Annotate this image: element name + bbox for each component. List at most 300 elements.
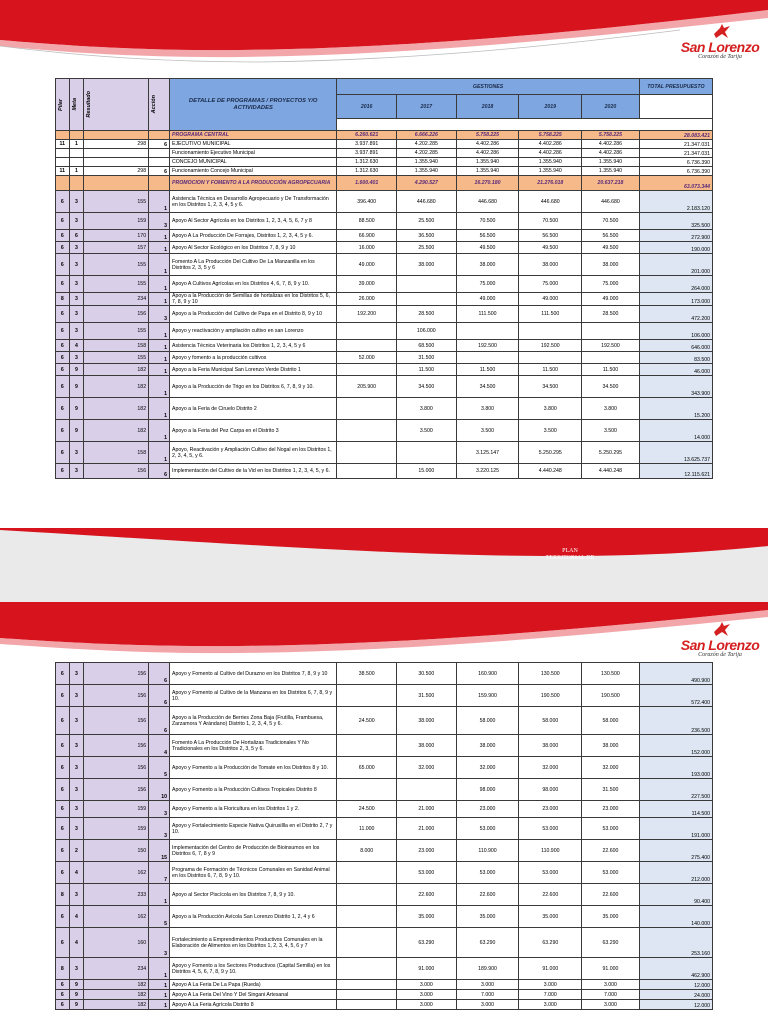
table-row — [56, 707, 713, 735]
total-blank — [639, 95, 712, 119]
total-value: 140.000 — [639, 906, 712, 928]
year-value — [337, 1000, 397, 1010]
resultado-cell: 170 — [84, 230, 149, 242]
year-value — [337, 990, 397, 1000]
header-banner-2 — [0, 602, 768, 662]
table-row — [56, 149, 713, 158]
accion-cell: 1 — [149, 293, 170, 306]
san-lorenzo-logo-2 — [680, 620, 760, 664]
resultado-cell: 182 — [84, 364, 149, 376]
pilar-cell: 6 — [56, 980, 70, 990]
total-value: 201.000 — [639, 254, 712, 276]
meta-cell: 3 — [69, 442, 84, 464]
table-row — [56, 862, 713, 884]
accion-cell: 5 — [149, 757, 170, 779]
description-cell: Apoyo a la Feria Municipal San Lorenzo Verde Distrito 1 — [170, 364, 337, 376]
description-cell: Apoyo al Sector Piscícola en los Distritos 7, 8, 9 y 10. — [170, 884, 337, 906]
year-value: 1.355.940 — [582, 167, 640, 176]
accion-cell: 1 — [149, 352, 170, 364]
pilar-cell: 6 — [56, 398, 70, 420]
year-value: 38.000 — [519, 735, 582, 757]
year-value: 5.758.225 — [456, 131, 519, 140]
year-value: 190.500 — [582, 685, 640, 707]
description-cell: Apoyo Al Sector Agrícola en los Distritos 1, 2, 3, 4, 5, 6, 7 y 8 — [170, 213, 337, 230]
year-value: 75.000 — [456, 276, 519, 293]
resultado-cell: 182 — [84, 980, 149, 990]
year-value: 70.500 — [456, 213, 519, 230]
year-value: 4.402.286 — [519, 149, 582, 158]
resultado-cell: 158 — [84, 442, 149, 464]
header-detail: DETALLE DE PROGRAMAS / PROYECTOS Y/O ACTIVIDADES — [170, 79, 337, 131]
table-row — [56, 442, 713, 464]
year-value — [456, 352, 519, 364]
description-cell: Asistencia Técnica en Desarrollo Agropecuario y De Transformación en los Distritos 1, 2, 3, 4, 5 y 6. — [170, 191, 337, 213]
code-cell — [56, 131, 70, 140]
year-value: 446.680 — [519, 191, 582, 213]
description-cell: Apoyo, Reactivación y Ampliación Cultivo del Nogal en los Distritos 1, 2, 3, 4, 5, y 6. — [170, 442, 337, 464]
total-value: 264.000 — [639, 276, 712, 293]
description-cell: Apoyo a la Feria del Pez Carpa en el Distrito 3 — [170, 420, 337, 442]
pilar-cell: 6 — [56, 364, 70, 376]
year-value — [337, 779, 397, 801]
description-cell: Funcionamiento Concejo Municipal — [170, 167, 337, 176]
accion-cell: 1 — [149, 276, 170, 293]
accion-cell: 1 — [149, 958, 170, 980]
description-cell: Apoyo y Fomento a la Producción de Tomate en los Distritos 8 y 10. — [170, 757, 337, 779]
resultado-cell: 182 — [84, 376, 149, 398]
resultado-cell: 162 — [84, 906, 149, 928]
year-value: 31.500 — [397, 352, 457, 364]
meta-cell: 3 — [69, 663, 84, 685]
total-value: 212.000 — [639, 862, 712, 884]
year-value: 38.000 — [582, 735, 640, 757]
description-cell: Apoyo a la Producción de Semillas de hortalizas en los Distritos 5, 6, 7, 8, 9 y 10 — [170, 293, 337, 306]
description-cell: Apoyo a la Producción de Berries Zona Baja (Frutilla, Frambuesa, Zarzamora Y Arándano) Distrito 1, 2, 3, 4, 5 y 6. — [170, 707, 337, 735]
table-row — [56, 958, 713, 980]
year-value: 35.000 — [519, 906, 582, 928]
pilar-cell: 6 — [56, 1000, 70, 1010]
pilar-cell: 6 — [56, 840, 70, 862]
resultado-cell: 156 — [84, 663, 149, 685]
pilar-cell: 6 — [56, 323, 70, 340]
year-value — [337, 735, 397, 757]
year-value: 49.000 — [337, 254, 397, 276]
total-value: 12.000 — [639, 1000, 712, 1010]
total-value: 12.115.621 — [639, 464, 712, 479]
year-value: 22.600 — [582, 840, 640, 862]
year-value: 25.500 — [397, 242, 457, 254]
year-value: 38.000 — [397, 254, 457, 276]
resultado-cell: 155 — [84, 323, 149, 340]
year-value: 91.000 — [582, 958, 640, 980]
year-value: 23.000 — [582, 801, 640, 818]
year-value: 38.000 — [456, 735, 519, 757]
year-value: 70.500 — [582, 213, 640, 230]
footer-line-2: TERRITORIAL DE — [545, 555, 595, 561]
meta-cell: 3 — [69, 323, 84, 340]
description-cell: Apoyo Al Sector Ecológico en los Distritos 7, 8, 9 y 10 — [170, 242, 337, 254]
total-value: 106.000 — [639, 323, 712, 340]
accion-cell: 3 — [149, 928, 170, 958]
year-value — [397, 779, 457, 801]
year-value: 396.400 — [337, 191, 397, 213]
meta-cell: 4 — [69, 340, 84, 352]
pilar-cell: 6 — [56, 707, 70, 735]
resultado-cell: 155 — [84, 276, 149, 293]
total-value: 21.347.031 — [639, 140, 712, 149]
total-value: 46.000 — [639, 364, 712, 376]
total-value: 190.000 — [639, 242, 712, 254]
resultado-cell: 157 — [84, 242, 149, 254]
year-value: 68.500 — [397, 340, 457, 352]
year-value: 21.000 — [397, 818, 457, 840]
year-value: 4.290.527 — [397, 176, 457, 191]
year-value: 160.900 — [456, 663, 519, 685]
pilar-cell: 6 — [56, 352, 70, 364]
total-value: 15.200 — [639, 398, 712, 420]
meta-cell: 3 — [69, 276, 84, 293]
meta-cell: 9 — [69, 398, 84, 420]
year-value — [337, 928, 397, 958]
description-cell: Apoyo y Fomento al Cultivo del Durazno en los Distritos 7, 8, 9 y 10 — [170, 663, 337, 685]
year-value: 111.500 — [456, 306, 519, 323]
year-value: 31.500 — [397, 685, 457, 707]
year-value: 3.220.125 — [456, 464, 519, 479]
year-value: 24.500 — [337, 707, 397, 735]
resultado-cell: 159 — [84, 213, 149, 230]
year-value: 75.000 — [519, 276, 582, 293]
year-value: 35.000 — [397, 906, 457, 928]
meta-cell: 9 — [69, 1000, 84, 1010]
total-value: 83.500 — [639, 352, 712, 364]
year-value: 56.500 — [519, 230, 582, 242]
year-value: 190.500 — [519, 685, 582, 707]
year-value: 70.500 — [519, 213, 582, 230]
pilar-cell: 6 — [56, 862, 70, 884]
year-value: 3.500 — [519, 420, 582, 442]
total-value: 325.500 — [639, 213, 712, 230]
pilar-cell: 8 — [56, 958, 70, 980]
description-cell: Programa de Formación de Técnicos Comunales en Sanidad Animal en los Distritos 6, 7, 8, 9 y 10. — [170, 862, 337, 884]
accion-cell: 6 — [149, 464, 170, 479]
resultado-cell: 155 — [84, 191, 149, 213]
year-value: 111.500 — [519, 306, 582, 323]
year-value: 32.000 — [397, 757, 457, 779]
meta-cell: 3 — [69, 242, 84, 254]
year-value: 38.000 — [397, 735, 457, 757]
meta-cell: 4 — [69, 906, 84, 928]
year-value: 53.000 — [519, 862, 582, 884]
table-row — [56, 242, 713, 254]
table-row — [56, 158, 713, 167]
table-row — [56, 213, 713, 230]
page-gap — [0, 530, 768, 602]
year-value: 4.440.248 — [519, 464, 582, 479]
resultado-cell: 298 — [84, 167, 149, 176]
year-value: 3.000 — [582, 980, 640, 990]
pilar-cell: 6 — [56, 376, 70, 398]
table-row — [56, 840, 713, 862]
year-value: 91.000 — [519, 958, 582, 980]
description-cell: Apoyo y fomento a la producción cultivos — [170, 352, 337, 364]
resultado-cell: 155 — [84, 254, 149, 276]
resultado-cell: 156 — [84, 735, 149, 757]
description-cell: Apoyo y Fomento al Cultivo de la Manzana en los Distritos 6, 7, 8, 9 y 10. — [170, 685, 337, 707]
description-cell: Apoyo a la Producción de Trigo en los Distritos 6, 7, 8, 9 y 10. — [170, 376, 337, 398]
table-row — [56, 779, 713, 801]
year-value — [337, 906, 397, 928]
year-value: 58.000 — [582, 707, 640, 735]
year-value — [397, 442, 457, 464]
year-value: 25.500 — [397, 213, 457, 230]
table-row — [56, 398, 713, 420]
year-value: 3.937.891 — [337, 149, 397, 158]
table-row — [56, 801, 713, 818]
total-value: 63.073.344 — [639, 176, 712, 191]
year-value: 63.290 — [582, 928, 640, 958]
year-value: 5.250.295 — [582, 442, 640, 464]
year-value — [519, 323, 582, 340]
meta-cell: 9 — [69, 376, 84, 398]
year-value: 38.000 — [519, 254, 582, 276]
year-value — [456, 323, 519, 340]
meta-cell — [69, 149, 84, 158]
year-value: 31.500 — [582, 779, 640, 801]
year-value: 15.000 — [397, 464, 457, 479]
accion-cell: 3 — [149, 818, 170, 840]
meta-cell: 3 — [69, 801, 84, 818]
year-value: 3.800 — [582, 398, 640, 420]
year-value: 3.500 — [456, 420, 519, 442]
year-value: 11.500 — [582, 364, 640, 376]
year-value: 130.500 — [519, 663, 582, 685]
total-value: 253.160 — [639, 928, 712, 958]
year-value: 32.000 — [519, 757, 582, 779]
header-meta: Meta — [69, 79, 84, 131]
description-cell: Apoyo a la Producción Avícola San Lorenzo Distrito 1, 2, 4 y 6 — [170, 906, 337, 928]
year-value: 52.000 — [337, 352, 397, 364]
accion-cell: 1 — [149, 323, 170, 340]
pilar-cell: 8 — [56, 884, 70, 906]
year-value: 24.500 — [337, 801, 397, 818]
footer-banner — [0, 528, 768, 568]
accion-cell: 6 — [149, 707, 170, 735]
year-value — [337, 980, 397, 990]
header-accion: Acción — [149, 79, 170, 131]
year-value: 22.600 — [582, 884, 640, 906]
year-value: 11.000 — [337, 818, 397, 840]
total-value: 472.200 — [639, 306, 712, 323]
accion-cell: 5 — [149, 906, 170, 928]
total-value: 236.500 — [639, 707, 712, 735]
resultado-cell: 156 — [84, 707, 149, 735]
table-row — [56, 685, 713, 707]
year-value: 189.900 — [456, 958, 519, 980]
pilar-cell: 6 — [56, 340, 70, 352]
resultado-cell: 155 — [84, 352, 149, 364]
year-value: 4.402.286 — [456, 140, 519, 149]
footer-line-1: PLAN — [562, 548, 578, 554]
table-row — [56, 735, 713, 757]
year-value: 53.000 — [397, 862, 457, 884]
meta-cell: 1 — [69, 140, 84, 149]
year-value — [337, 420, 397, 442]
meta-cell: 3 — [69, 254, 84, 276]
year-value: 4.402.286 — [582, 149, 640, 158]
year-2018: 2018 — [456, 95, 519, 119]
year-value: 63.290 — [456, 928, 519, 958]
resultado-cell: 182 — [84, 990, 149, 1000]
accion-cell: 6 — [149, 140, 170, 149]
year-value: 3.000 — [519, 980, 582, 990]
year-value: 98.000 — [456, 779, 519, 801]
year-value — [519, 352, 582, 364]
year-value — [397, 276, 457, 293]
accion-cell: 4 — [149, 735, 170, 757]
program-name: PROGRAMA CENTRAL — [170, 131, 337, 140]
resultado-cell: 234 — [84, 958, 149, 980]
document-page-2 — [0, 602, 768, 1024]
year-value: 53.000 — [456, 862, 519, 884]
table-row — [56, 1000, 713, 1010]
bird-icon — [712, 620, 732, 640]
table-row — [56, 323, 713, 340]
description-cell: Apoyo A La Feria Del Vino Y Del Singani Artesanal — [170, 990, 337, 1000]
year-value: 1.312.630 — [337, 158, 397, 167]
logo-brand: San Lorenzo — [680, 39, 760, 55]
meta-cell: 9 — [69, 990, 84, 1000]
total-value: 490.900 — [639, 663, 712, 685]
year-value: 106.000 — [397, 323, 457, 340]
table-row — [56, 140, 713, 149]
year-2016: 2016 — [337, 95, 397, 119]
year-value: 23.000 — [397, 840, 457, 862]
total-value: 191.000 — [639, 818, 712, 840]
total-value: 462.900 — [639, 958, 712, 980]
description-cell: Apoyo y Fortalecimiento Especie Nativa Quirusillla en el Distrito 2, 7 y 10. — [170, 818, 337, 840]
year-value: 38.000 — [582, 254, 640, 276]
year-2019: 2019 — [519, 95, 582, 119]
resultado-cell: 159 — [84, 801, 149, 818]
meta-cell: 3 — [69, 779, 84, 801]
table-row — [56, 663, 713, 685]
pilar-cell: 6 — [56, 928, 70, 958]
year-value: 192.500 — [519, 340, 582, 352]
description-cell: EJECUTIVO MUNICIPAL — [170, 140, 337, 149]
header-pilar: Pilar — [56, 79, 70, 131]
year-value: 7.000 — [519, 990, 582, 1000]
year-value: 53.000 — [519, 818, 582, 840]
resultado-cell: 159 — [84, 818, 149, 840]
pilar-cell: 11 — [56, 167, 70, 176]
code-cell — [56, 176, 70, 191]
year-value: 110.900 — [519, 840, 582, 862]
year-value — [582, 352, 640, 364]
pilar-cell: 6 — [56, 779, 70, 801]
logo-tagline: Corazón de Tarija — [698, 652, 742, 658]
pilar-cell: 6 — [56, 442, 70, 464]
resultado-cell: 158 — [84, 340, 149, 352]
year-value: 3.500 — [582, 420, 640, 442]
table-row — [56, 376, 713, 398]
accion-cell: 1 — [149, 230, 170, 242]
meta-cell: 3 — [69, 757, 84, 779]
year-value: 30.500 — [397, 663, 457, 685]
header-banner — [0, 0, 768, 70]
resultado-cell: 156 — [84, 464, 149, 479]
resultado-cell: 182 — [84, 420, 149, 442]
accion-cell: 1 — [149, 420, 170, 442]
year-value: 7.000 — [456, 990, 519, 1000]
description-cell: Implementación del Centro de Producción de Bioinsumos en los Distritos 6, 7, 8 y 9 — [170, 840, 337, 862]
year-value: 34.500 — [456, 376, 519, 398]
resultado-cell: 298 — [84, 140, 149, 149]
program-name: PROMOCION Y FOMENTO A LA PRODUCCIÓN AGROPECUARIA — [170, 176, 337, 191]
year-value: 159.900 — [456, 685, 519, 707]
year-value: 39.000 — [337, 276, 397, 293]
resultado-cell — [84, 158, 149, 167]
total-value: 6.736.390 — [639, 167, 712, 176]
meta-cell: 3 — [69, 707, 84, 735]
year-value: 65.000 — [337, 757, 397, 779]
header-total: TOTAL PRESUPUESTO — [639, 79, 712, 95]
year-value: 3.000 — [397, 990, 457, 1000]
year-value: 1.600.401 — [337, 176, 397, 191]
description-cell: Apoyo A La Feria Agrícola Distrito 8 — [170, 1000, 337, 1010]
meta-cell: 3 — [69, 213, 84, 230]
meta-cell: 4 — [69, 928, 84, 958]
total-value: 272.900 — [639, 230, 712, 242]
year-value: 4.402.286 — [456, 149, 519, 158]
year-value: 1.355.940 — [456, 158, 519, 167]
description-cell: Apoyo a la Producción del Cultivo de Papa en el Distrito 8, 9 y 10 — [170, 306, 337, 323]
year-value — [337, 340, 397, 352]
pilar-cell: 6 — [56, 735, 70, 757]
total-value: 343.900 — [639, 376, 712, 398]
accion-cell: 1 — [149, 980, 170, 990]
code-cell — [69, 176, 84, 191]
year-value: 4.440.248 — [582, 464, 640, 479]
meta-cell: 3 — [69, 293, 84, 306]
year-value: 4.402.286 — [582, 140, 640, 149]
table-row — [56, 306, 713, 323]
pilar-cell: 6 — [56, 254, 70, 276]
year-value: 5.758.225 — [582, 131, 640, 140]
total-value: 13.625.737 — [639, 442, 712, 464]
meta-cell: 4 — [69, 862, 84, 884]
year-value: 53.000 — [582, 818, 640, 840]
pilar-cell: 11 — [56, 140, 70, 149]
year-value: 3.800 — [456, 398, 519, 420]
year-value: 11.500 — [519, 364, 582, 376]
year-value: 1.355.940 — [456, 167, 519, 176]
total-value: 2.183.120 — [639, 191, 712, 213]
pilar-cell: 6 — [56, 663, 70, 685]
meta-cell: 3 — [69, 735, 84, 757]
year-value: 49.000 — [456, 293, 519, 306]
year-value: 8.000 — [337, 840, 397, 862]
year-value: 23.000 — [456, 801, 519, 818]
table-row — [56, 464, 713, 479]
accion-cell: 15 — [149, 840, 170, 862]
header-spacer — [337, 119, 713, 131]
year-value: 1.355.940 — [582, 158, 640, 167]
accion-cell: 3 — [149, 213, 170, 230]
description-cell: Apoyo A Cultivos Agrícolas en los Distritos 4, 6, 7, 8, 9 y 10. — [170, 276, 337, 293]
table-row — [56, 340, 713, 352]
total-value: 21.347.031 — [639, 149, 712, 158]
year-value: 63.290 — [397, 928, 457, 958]
